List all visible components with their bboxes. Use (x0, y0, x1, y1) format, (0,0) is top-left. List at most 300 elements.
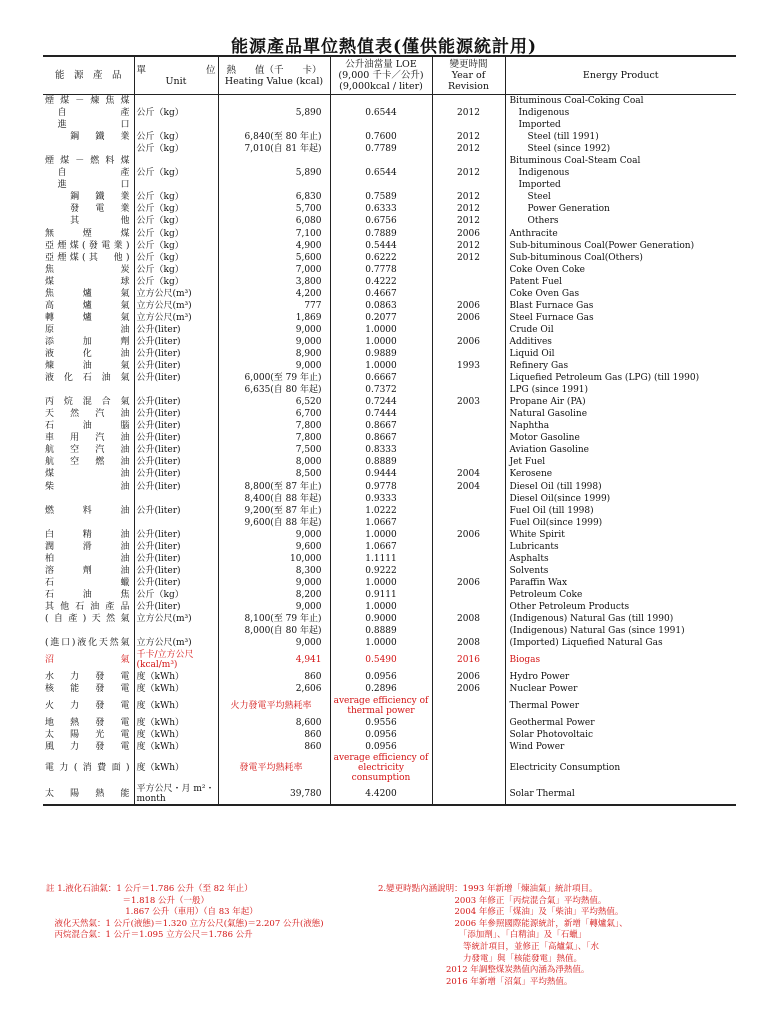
energy-product-cell: Naphtha (509, 421, 550, 432)
energy-product-cell: Steel Furnace Gas (509, 312, 594, 323)
unit-cell: 度（kWh） (134, 741, 218, 753)
energy-product-cell: Imported (509, 120, 561, 131)
table-row (43, 155, 736, 167)
unit-cell: 度（kWh） (134, 717, 218, 729)
product-name-cell: 風 力 發 電 (43, 741, 134, 753)
revision-year-cell (432, 741, 505, 753)
revision-year-cell (432, 444, 505, 456)
table-row (43, 276, 736, 288)
revision-year-cell: 2006 (432, 336, 505, 348)
energy-product-cell: Diesel Oil(since 1999) (509, 493, 611, 504)
energy-product-cell: Steel (since 1992) (509, 144, 611, 155)
heating-value-cell: 6,635(自 80 年起) (218, 384, 330, 396)
energy-product-cell: Fuel Oil(since 1999) (509, 517, 603, 528)
table-row (43, 589, 736, 601)
product-name-cell: 核 能 發 電 (43, 683, 134, 695)
unit-cell: 公升(liter) (134, 420, 218, 432)
energy-product-cell: Kerosene (509, 469, 553, 480)
table-row (43, 517, 736, 529)
table-row (43, 203, 736, 215)
energy-product-cell: Power Generation (509, 204, 610, 215)
revision-year-cell: 1993 (432, 360, 505, 372)
table-row (43, 729, 736, 741)
revision-year-cell (432, 729, 505, 741)
table-row (43, 240, 736, 252)
product-name-cell: 水 力 發 電 (43, 671, 134, 683)
heating-value-cell: 860 (218, 729, 330, 741)
page-title: 能源產品單位熱值表(僅供能源統計用) (230, 37, 538, 57)
product-name-cell: 鋼 鐵 業 (43, 191, 134, 203)
energy-product-cell: Biogas (509, 655, 541, 666)
loe-cell: 1.0000 (330, 324, 432, 336)
heating-value-cell: 8,300 (218, 565, 330, 577)
loe-cell: 0.7444 (330, 408, 432, 420)
loe-cell: 0.7372 (330, 384, 432, 396)
table-row (43, 408, 736, 420)
table-row (43, 107, 736, 119)
unit-cell: 公升(liter) (134, 565, 218, 577)
heating-value-cell: 9,000 (218, 360, 330, 372)
energy-product-cell: (Imported) Liquefied Natural Gas (509, 638, 663, 649)
energy-product-cell: Petroleum Coke (509, 589, 583, 600)
loe-cell: 0.9444 (330, 468, 432, 480)
table-row (43, 348, 736, 360)
energy-product-cell: Solvents (509, 565, 549, 576)
heating-value-cell: 9,600(自 88 年起) (218, 517, 330, 529)
table-header-row (43, 56, 736, 95)
energy-product-cell: (Indigenous) Natural Gas (till 1990) (509, 614, 674, 625)
product-name-cell: 進 口 (43, 119, 134, 131)
table-row (43, 372, 736, 384)
revision-year-cell (432, 717, 505, 729)
loe-cell: 0.8667 (330, 432, 432, 444)
energy-product-cell: Bituminous Coal-Coking Coal (509, 96, 644, 106)
unit-cell (134, 179, 218, 191)
table-row (43, 360, 736, 372)
energy-product-cell: Other Petroleum Products (509, 601, 630, 612)
unit-cell: 公斤（kg） (134, 228, 218, 240)
heating-value-cell: 6,830 (218, 191, 330, 203)
revision-year-cell (432, 456, 505, 468)
energy-product-cell: Steel (till 1991) (509, 132, 599, 143)
loe-cell: average efficiency of electricity consumption (330, 753, 432, 783)
unit-cell: 公升(liter) (134, 348, 218, 360)
loe-cell: 0.6667 (330, 372, 432, 384)
table-row (43, 288, 736, 300)
footnote-line: 2016 年新增「沼氣」平均熱值。 (378, 976, 573, 987)
product-name-cell: 煤 油 (43, 468, 134, 480)
energy-product-cell: Motor Gasoline (509, 433, 580, 444)
energy-product-cell: Crude Oil (509, 324, 554, 335)
table-row (43, 444, 736, 456)
loe-cell: 0.9222 (330, 565, 432, 577)
loe-cell: 0.0956 (330, 671, 432, 683)
revision-year-cell (432, 264, 505, 276)
loe-cell: 1.0000 (330, 336, 432, 348)
loe-cell: 0.9556 (330, 717, 432, 729)
unit-cell: 公升(liter) (134, 481, 218, 493)
product-name-cell: 太 陽 光 電 (43, 729, 134, 741)
revision-year-cell (432, 432, 505, 444)
revision-year-cell (432, 384, 505, 396)
loe-cell: 0.7244 (330, 396, 432, 408)
table-row (43, 695, 736, 717)
product-name-cell: 丙烷混合氣 (43, 396, 134, 408)
table-row (43, 671, 736, 683)
revision-year-cell (432, 695, 505, 717)
table-row (43, 625, 736, 637)
unit-cell: 公斤（kg） (134, 215, 218, 227)
energy-product-cell: Natural Gasoline (509, 409, 588, 420)
loe-cell: 0.4667 (330, 288, 432, 300)
revision-year-cell (432, 276, 505, 288)
unit-cell: 公升(liter) (134, 468, 218, 480)
unit-cell (134, 493, 218, 505)
energy-product-cell: Propane Air (PA) (509, 397, 586, 408)
heating-value-cell: 4,941 (218, 649, 330, 671)
heating-value-cell: 4,900 (218, 240, 330, 252)
heating-value-cell: 9,000 (218, 324, 330, 336)
unit-cell: 公升(liter) (134, 408, 218, 420)
loe-cell: 1.1111 (330, 553, 432, 565)
table-row (43, 493, 736, 505)
unit-cell (134, 625, 218, 637)
product-name-cell: 地 熱 發 電 (43, 717, 134, 729)
heating-value-cell (218, 155, 330, 167)
unit-cell: 公升(liter) (134, 553, 218, 565)
table-row (43, 324, 736, 336)
heating-value-cell: 777 (218, 300, 330, 312)
footnote-line: 液化天然氣：1 公斤(液態)＝1.320 立方公尺(氣態)＝2.207 公升(液態) (46, 918, 324, 929)
heating-value-cell: 8,800(至 87 年止) (218, 481, 330, 493)
loe-cell (330, 179, 432, 191)
unit-cell: 公斤（kg） (134, 143, 218, 155)
header-energy-product: Energy Product (505, 56, 736, 95)
table-row (43, 505, 736, 517)
loe-cell: 0.0956 (330, 741, 432, 753)
energy-product-cell: Bituminous Coal-Steam Coal (509, 156, 641, 167)
table-row (43, 577, 736, 589)
energy-product-cell: (Indigenous) Natural Gas (since 1991) (509, 626, 685, 637)
energy-product-cell: Anthracite (509, 228, 558, 239)
energy-product-cell: Sub-bituminous Coal(Power Generation) (509, 240, 695, 251)
unit-cell: 公斤（kg） (134, 589, 218, 601)
heating-value-cell (218, 179, 330, 191)
footnote-line: 力發電」與「核能發電」熱值。 (378, 953, 583, 964)
heating-value-cell: 8,000 (218, 456, 330, 468)
table-row (43, 131, 736, 143)
revision-year-cell: 2012 (432, 143, 505, 155)
footnote-line: 2012 年調整煤炭熱值內涵為淨熱值。 (378, 965, 590, 976)
revision-year-cell (432, 95, 505, 108)
heating-value-cell: 9,000 (218, 601, 330, 613)
unit-cell: 公升(liter) (134, 577, 218, 589)
unit-cell: 公斤（kg） (134, 131, 218, 143)
product-name-cell: 太陽熱能 (43, 783, 134, 805)
revision-year-cell: 2006 (432, 228, 505, 240)
footnote-line: 「添加劑」、「白精油」及「石蠟」 (378, 930, 587, 941)
product-name-cell: 高 爐 氣 (43, 300, 134, 312)
revision-year-cell (432, 372, 505, 384)
heating-value-cell: 9,000 (218, 529, 330, 541)
heating-value-cell: 3,800 (218, 276, 330, 288)
table-row (43, 529, 736, 541)
table-row (43, 191, 736, 203)
product-name-cell: 沼氣 (43, 649, 134, 671)
loe-cell: 0.9000 (330, 613, 432, 625)
unit-cell (134, 517, 218, 529)
loe-cell: 0.9889 (330, 348, 432, 360)
revision-year-cell: 2006 (432, 671, 505, 683)
revision-year-cell (432, 783, 505, 805)
unit-cell: 公升(liter) (134, 360, 218, 372)
table-row (43, 95, 736, 108)
product-name-cell: 航 空 燃 油 (43, 456, 134, 468)
heating-value-cell: 7,500 (218, 444, 330, 456)
revision-year-cell (432, 517, 505, 529)
header-loe: 公升油當量 LOE (9,000 千卡／公升) (9,000kcal / liter) (330, 56, 432, 95)
revision-year-cell: 2012 (432, 167, 505, 179)
loe-cell: 0.8667 (330, 420, 432, 432)
unit-cell: 公升(liter) (134, 505, 218, 517)
revision-year-cell (432, 625, 505, 637)
energy-product-cell: Liquid Oil (509, 348, 555, 359)
footnote-line: ＝1.818 公升（一般） (46, 895, 210, 906)
table-row (43, 741, 736, 753)
energy-product-cell: Fuel Oil (till 1998) (509, 505, 594, 516)
heating-value-cell: 5,890 (218, 107, 330, 119)
revision-year-cell: 2012 (432, 240, 505, 252)
table-row (43, 312, 736, 324)
product-name-cell: 燃 料 油 (43, 505, 134, 517)
revision-year-cell (432, 348, 505, 360)
loe-cell: 0.0956 (330, 729, 432, 741)
loe-cell: 1.0000 (330, 577, 432, 589)
heating-value-cell: 9,200(至 87 年止) (218, 505, 330, 517)
energy-product-cell: Electricity Consumption (509, 763, 621, 774)
loe-cell: 0.5490 (330, 649, 432, 671)
product-name-cell: 亞煙煤(其 他) (43, 252, 134, 264)
unit-cell: 公斤（kg） (134, 264, 218, 276)
loe-cell: 0.7789 (330, 143, 432, 155)
product-name-cell: 白 精 油 (43, 529, 134, 541)
energy-product-cell: Thermal Power (509, 701, 580, 712)
loe-cell: 1.0000 (330, 529, 432, 541)
revision-year-cell: 2004 (432, 481, 505, 493)
heating-value-cell: 8,100(至 79 年止) (218, 613, 330, 625)
loe-cell: 0.6544 (330, 167, 432, 179)
product-name-cell: 亞煙煤(發電業) (43, 240, 134, 252)
energy-product-cell: Wind Power (509, 742, 565, 753)
revision-year-cell: 2012 (432, 107, 505, 119)
loe-cell: 0.0863 (330, 300, 432, 312)
table-row (43, 384, 736, 396)
revision-year-cell: 2006 (432, 529, 505, 541)
heating-value-cell: 7,800 (218, 432, 330, 444)
heating-value-cell: 8,500 (218, 468, 330, 480)
footnote-line: 等統計項目，並修正「高爐氣」、「水 (378, 941, 600, 952)
loe-cell: 0.9333 (330, 493, 432, 505)
energy-product-cell: Patent Fuel (509, 276, 562, 287)
product-name-cell: 原 油 (43, 324, 134, 336)
product-name-cell: 車 用 汽 油 (43, 432, 134, 444)
unit-cell: 度（kWh） (134, 753, 218, 783)
product-name-cell: 電力(消費面) (43, 753, 134, 783)
heating-value-cell: 1,869 (218, 312, 330, 324)
loe-cell: 1.0000 (330, 360, 432, 372)
energy-product-cell: Refinery Gas (509, 361, 569, 372)
loe-cell: 0.9778 (330, 481, 432, 493)
product-name-cell: 煙煤－燃料煤 (43, 155, 134, 167)
energy-product-cell: Solar Thermal (505, 783, 736, 805)
footnote-line: 2003 年修正「丙烷混合氣」平均熱值。 (378, 895, 607, 906)
table-row (43, 215, 736, 227)
heating-value-cell: 8,200 (218, 589, 330, 601)
unit-cell: 公升(liter) (134, 456, 218, 468)
revision-year-cell (432, 179, 505, 191)
unit-cell: 公升(liter) (134, 336, 218, 348)
table-row (43, 420, 736, 432)
table-row (43, 637, 736, 649)
energy-product-cell: Liquefied Petroleum Gas (LPG) (till 1990) (509, 373, 700, 384)
product-name-cell (43, 625, 134, 637)
table-row (43, 143, 736, 155)
loe-cell: 1.0000 (330, 637, 432, 649)
loe-cell: 0.2077 (330, 312, 432, 324)
unit-cell: 公升(liter) (134, 432, 218, 444)
energy-product-cell: Paraffin Wax (509, 577, 568, 588)
product-name-cell: 液化石油氣 (43, 372, 134, 384)
loe-cell: 0.7589 (330, 191, 432, 203)
loe-cell: 0.6333 (330, 203, 432, 215)
unit-cell: 公升(liter) (134, 541, 218, 553)
table-row (43, 481, 736, 493)
unit-cell: 度（kWh） (134, 695, 218, 717)
revision-year-cell: 2016 (432, 649, 505, 671)
loe-cell: 0.9111 (330, 589, 432, 601)
revision-year-cell (432, 324, 505, 336)
unit-cell: 立方公尺(m³) (134, 637, 218, 649)
product-name-cell: 煙煤－煉焦煤 (43, 95, 134, 108)
heating-value-cell: 7,000 (218, 264, 330, 276)
table-row (43, 432, 736, 444)
revision-year-cell (432, 601, 505, 613)
revision-year-cell (432, 589, 505, 601)
product-name-cell: 石 油 腦 (43, 420, 134, 432)
unit-cell: 公斤（kg） (134, 107, 218, 119)
heating-value-cell: 9,000 (218, 577, 330, 589)
unit-cell: 立方公尺(m³) (134, 613, 218, 625)
heating-value-cell: 6,840(至 80 年止) (218, 131, 330, 143)
revision-year-cell: 2004 (432, 468, 505, 480)
revision-year-cell: 2006 (432, 577, 505, 589)
heating-value-cell: 9,600 (218, 541, 330, 553)
heating-value-cell: 9,000 (218, 637, 330, 649)
heating-value-cell: 8,000(自 80 年起) (218, 625, 330, 637)
heating-value-cell: 7,100 (218, 228, 330, 240)
product-name-cell: 柏 油 (43, 553, 134, 565)
energy-product-cell: Others (509, 216, 559, 227)
unit-cell: 公升(liter) (134, 529, 218, 541)
heating-value-table-container (43, 55, 736, 806)
revision-year-cell (432, 565, 505, 577)
table-row (43, 119, 736, 131)
table-row (43, 264, 736, 276)
unit-cell: 公斤（kg） (134, 252, 218, 264)
table-row (43, 252, 736, 264)
revision-year-cell: 2006 (432, 300, 505, 312)
product-name-cell: 鋼 鐵 業 (43, 131, 134, 143)
product-name-cell: 其 他 (43, 215, 134, 227)
heating-value-cell: 8,900 (218, 348, 330, 360)
table-row (43, 717, 736, 729)
unit-cell: 立方公尺(m³) (134, 312, 218, 324)
product-name-cell: 焦 爐 氣 (43, 288, 134, 300)
unit-cell: 公升(liter) (134, 372, 218, 384)
loe-cell: 0.8889 (330, 625, 432, 637)
unit-cell: 度（kWh） (134, 729, 218, 741)
unit-cell: 公升(liter) (134, 601, 218, 613)
energy-product-cell: Hydro Power (509, 672, 570, 683)
table-row (43, 783, 736, 805)
product-name-cell: 天 然 汽 油 (43, 408, 134, 420)
revision-year-cell (432, 408, 505, 420)
energy-product-cell: Sub-bituminous Coal(Others) (509, 252, 643, 263)
unit-cell (134, 119, 218, 131)
heating-value-cell: 6,000(至 79 年止) (218, 372, 330, 384)
revision-year-cell (432, 155, 505, 167)
revision-year-cell: 2006 (432, 312, 505, 324)
unit-cell: 度（kWh） (134, 683, 218, 695)
footnote-line: 註 1.液化石油氣：1 公斤＝1.786 公升（至 82 年止） (46, 884, 253, 894)
footnote-line: 2006 年參照國際能源統計，新增「轉爐氣」、 (378, 918, 628, 929)
loe-cell (330, 155, 432, 167)
unit-cell: 公升(liter) (134, 444, 218, 456)
unit-cell: 公斤（kg） (134, 276, 218, 288)
table-body (43, 95, 736, 806)
product-name-cell: 轉 爐 氣 (43, 312, 134, 324)
loe-cell: 1.0667 (330, 541, 432, 553)
energy-product-cell: Solar Photovoltaic (509, 730, 594, 741)
heating-value-cell: 10,000 (218, 553, 330, 565)
table-row (43, 456, 736, 468)
unit-cell: 公斤（kg） (134, 191, 218, 203)
revision-year-cell: 2012 (432, 252, 505, 264)
heating-value-cell: 9,000 (218, 336, 330, 348)
energy-product-cell: Asphalts (509, 553, 549, 564)
unit-cell: 公升(liter) (134, 396, 218, 408)
revision-year-cell (432, 493, 505, 505)
table-row (43, 541, 736, 553)
energy-product-cell: Jet Fuel (509, 457, 546, 468)
product-name-cell: 發 電 業 (43, 203, 134, 215)
revision-year-cell (432, 753, 505, 783)
product-name-cell: (進口)液化天然氣 (43, 637, 134, 649)
unit-cell (134, 155, 218, 167)
product-name-cell (43, 493, 134, 505)
unit-cell: 公斤（kg） (134, 240, 218, 252)
loe-cell: 4.4200 (330, 783, 432, 805)
heating-value-cell: 39,780 (218, 783, 330, 805)
table-row (43, 336, 736, 348)
energy-product-cell: Indigenous (509, 108, 570, 119)
energy-product-cell: Coke Oven Gas (509, 288, 580, 299)
table-row (43, 396, 736, 408)
energy-product-cell: Aviation Gasoline (509, 445, 590, 456)
revision-year-cell: 2012 (432, 191, 505, 203)
heating-value-cell: 5,700 (218, 203, 330, 215)
product-name-cell: 煤 球 (43, 276, 134, 288)
